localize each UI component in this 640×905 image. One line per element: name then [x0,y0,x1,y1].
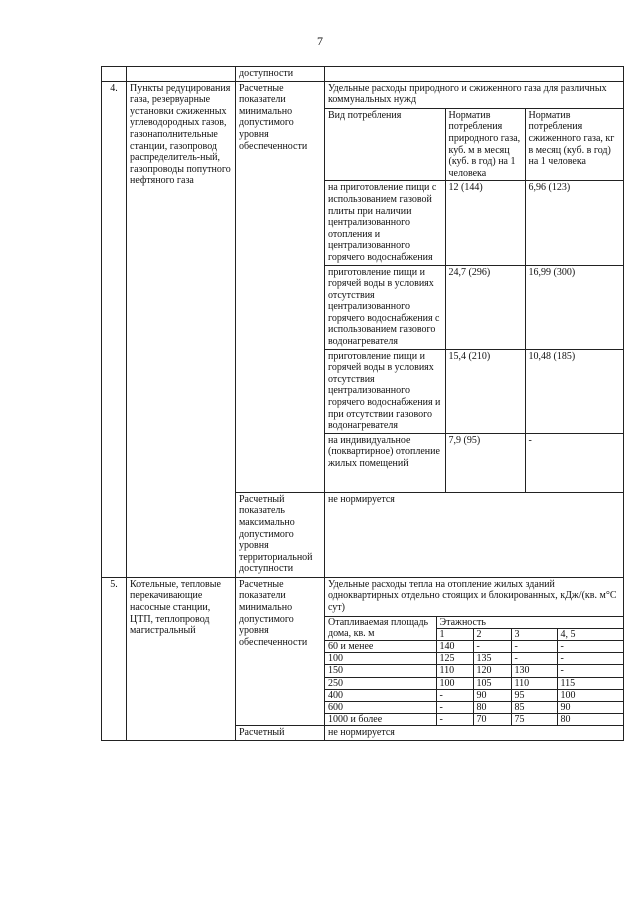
heat-value: 140 [436,641,473,653]
section-4-row [102,81,624,492]
heat-row-area: 600 [325,702,436,714]
heat-value: 85 [511,702,557,714]
page-number: 7 [317,34,323,48]
heat-value: - [557,665,624,677]
gas-row-natural: 7,9 (95) [445,433,525,492]
gas-row-natural: 24,7 (296) [445,265,525,349]
heat-value: 100 [557,689,624,701]
section-5-row [102,577,624,726]
heat-value: 90 [557,702,624,714]
heat-row-area: 250 [325,677,436,689]
section-5-indicator-min: Расчетные показатели минимально допустимого уровня обеспеченности [236,577,325,726]
heat-value: 115 [557,677,624,689]
heat-header-area: Отапливаемая площадь дома, кв. м [325,616,436,640]
section-5-number: 5. [102,577,127,740]
heat-floor: 3 [511,628,557,640]
gas-row-type: приготовление пищи и горячей воды в условиях отсутствия централизованного горячего водоснабжения и при отсутствии газового водонагревателя [325,349,445,433]
heat-consumption-table [325,616,624,726]
section-4-number: 4. [102,81,127,577]
heat-value: - [557,653,624,665]
section-5-heat-table-cell [325,577,624,726]
heat-floor: 2 [473,628,511,640]
heat-row-area: 60 и менее [325,641,436,653]
heat-value: - [436,689,473,701]
gas-row [325,265,624,349]
heat-value: - [557,641,624,653]
heat-row-area: 1000 и более [325,714,436,726]
heat-header-row [325,616,624,628]
gas-row-liquefied: - [525,433,624,492]
heat-row [325,702,624,714]
heat-header-floors: Этажность [436,616,624,628]
heat-value: - [473,641,511,653]
section-4-object: Пункты редуцирования газа, резервуарные установки сжиженных углеводородных газов, газонаполнительные станции, газопровод распределитель-ный, газопроводы попутного нефтяного газа [127,81,236,577]
heat-value: - [436,714,473,726]
heat-value: - [436,702,473,714]
gas-consumption-table [325,108,624,492]
section-5-title: Удельные расходы тепла на отопление жилых зданий одноквартирных отдельно стоящих и блокированных, кДж/(кв. м°С сут) [328,578,617,613]
heat-value: 100 [436,677,473,689]
heat-value: 80 [473,702,511,714]
gas-row-type: приготовление пищи и горячей воды в условиях отсутствия централизованного горячего водоснабжения с использованием газового водонагревателя [325,265,445,349]
heat-value: 125 [436,653,473,665]
heat-row [325,653,624,665]
heat-value: 75 [511,714,557,726]
heat-value: 105 [473,677,511,689]
section-5-not-normed: не нормируется [325,726,624,741]
heat-row [325,641,624,653]
gas-row-type: на приготовление пищи с использованием газовой плиты при наличии централизованного отопления и централизованного горячего водоснабжения [325,181,445,265]
heat-row [325,665,624,677]
heat-value: - [511,641,557,653]
gas-row-type: на индивидуальное (поквартирное) отопление жилых помещений [325,433,445,492]
heat-value: 70 [473,714,511,726]
heat-value: 80 [557,714,624,726]
gas-row-natural: 15,4 (210) [445,349,525,433]
heat-row-area: 150 [325,665,436,677]
standards-table [101,66,624,741]
section-5-indicator-max: Расчетный [236,726,325,741]
gas-row-liquefied: 16,99 (300) [525,265,624,349]
gas-header-liquefied: Норматив потребления сжиженного газа, кг в месяц (куб. в год) на 1 человека [525,108,624,181]
gas-header-type: Вид потребления [325,108,445,181]
gas-header-row [325,108,624,181]
carry-over-text: доступности [236,67,325,82]
gas-row-natural: 12 (144) [445,181,525,265]
heat-value: 130 [511,665,557,677]
heat-floor: 4, 5 [557,628,624,640]
gas-row-liquefied: 10,48 (185) [525,349,624,433]
heat-value: 90 [473,689,511,701]
gas-row-liquefied: 6,96 (123) [525,181,624,265]
gas-header-natural: Норматив потребления природного газа, куб. м в месяц (куб. в год) на 1 человека [445,108,525,181]
heat-value: 110 [436,665,473,677]
heat-value: 110 [511,677,557,689]
heat-value: 135 [473,653,511,665]
heat-row [325,689,624,701]
heat-floor: 1 [436,628,473,640]
heat-row-area: 400 [325,689,436,701]
section-4-indicator-max: Расчетный показатель максимально допустимого уровня территориальной доступности [236,492,325,577]
section-4-gas-table-cell [325,81,624,492]
section-4-indicator-min: Расчетные показатели минимально допустимого уровня обеспеченности [236,81,325,492]
heat-row [325,714,624,726]
heat-value: 120 [473,665,511,677]
section-4-not-normed: не нормируется [325,492,624,577]
section-4-title: Удельные расходы природного и сжиженного газа для различных коммунальных нужд [328,82,607,106]
gas-row [325,181,624,265]
gas-row [325,349,624,433]
carry-over-row [102,67,624,82]
gas-row [325,433,624,492]
heat-row-area: 100 [325,653,436,665]
heat-value: 95 [511,689,557,701]
heat-value: - [511,653,557,665]
section-5-object: Котельные, тепловые перекачивающие насосные станции, ЦТП, теплопровод магистральный [127,577,236,740]
heat-row [325,677,624,689]
